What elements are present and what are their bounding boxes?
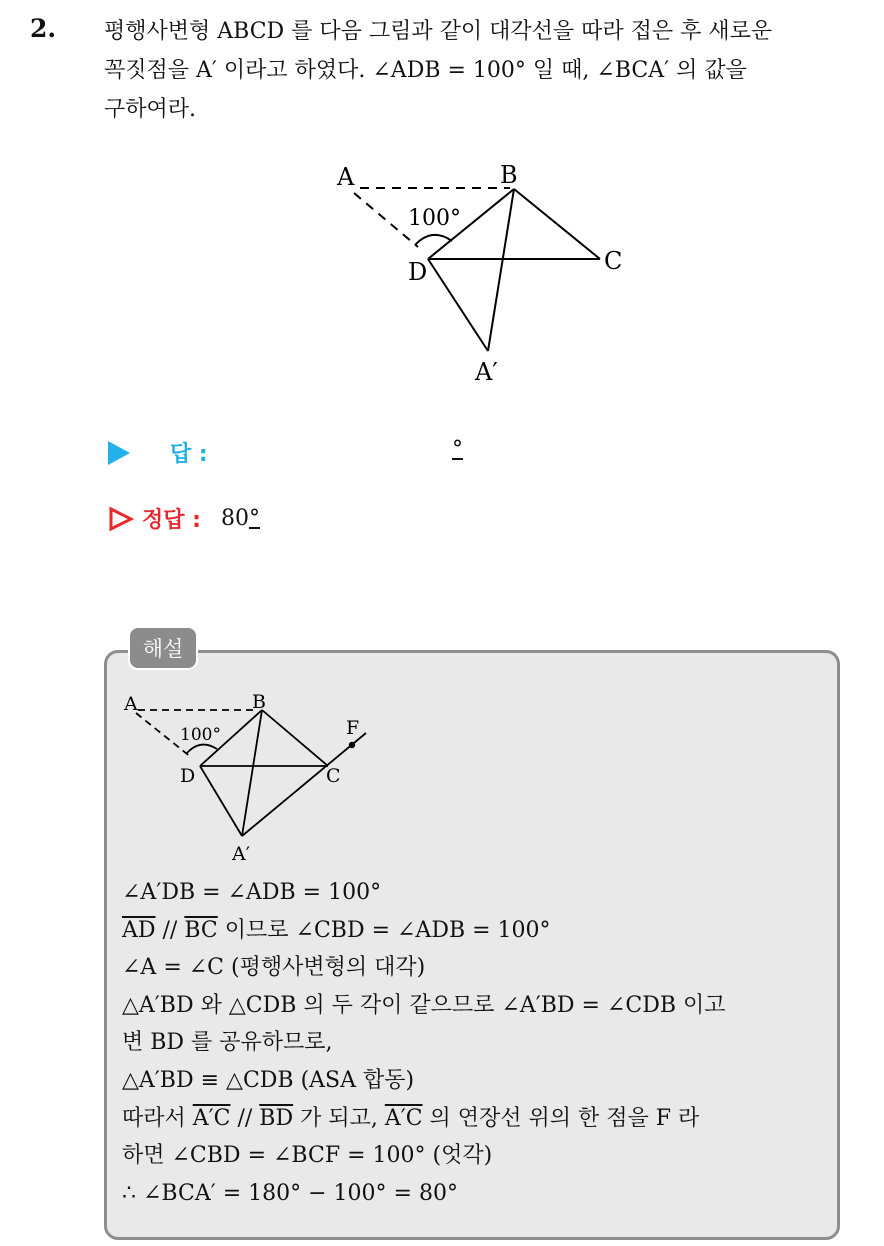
sol-edge-DAprime xyxy=(200,766,242,836)
outline-triangle-icon xyxy=(108,506,134,532)
question-line: 꼭짓점을 A′ 이라고 하였다. ∠ADB = 100° 일 때, ∠BCA′ 의 값을 xyxy=(104,58,747,83)
solution-line: △A′BD 와 △CDB 의 두 각이 같으므로 ∠A′BD = ∠CDB 이고 xyxy=(122,992,726,1018)
sol-angle-arc xyxy=(186,745,217,754)
answer-row xyxy=(108,437,208,468)
parallel-sign: // xyxy=(230,1105,260,1131)
label-A-prime: A′ xyxy=(475,358,498,386)
sol-label-A: A xyxy=(124,693,138,715)
solution-line: ∠A′DB = ∠ADB = 100° xyxy=(122,880,382,905)
correct-answer-label: 정답 : xyxy=(142,508,201,533)
correct-answer-row xyxy=(108,503,260,534)
segment-BC: $\overline{BC}$ xyxy=(184,917,218,943)
sol-angle-label: 100° xyxy=(180,725,221,745)
solution-tag: 해설 xyxy=(128,626,198,670)
sol-label-B: B xyxy=(252,691,266,713)
solution-line: △A′BD ≡ △CDB (ASA 합동) xyxy=(122,1067,415,1093)
solution-line xyxy=(122,1100,822,1138)
edge-BAprime xyxy=(488,189,514,351)
solution-line-pre: 따라서 xyxy=(122,1105,193,1131)
sol-label-D: D xyxy=(180,765,196,787)
solution-line-rest: 이므로 ∠CBD = ∠ADB = 100° xyxy=(217,917,551,943)
correct-answer-value xyxy=(221,506,260,531)
sol-edge-BC xyxy=(262,710,328,766)
label-D: D xyxy=(408,258,428,286)
solution-line-mid: 가 되고, xyxy=(293,1105,385,1131)
answer-label: 답 : xyxy=(170,442,208,467)
answer-degree: ° xyxy=(452,437,463,462)
label-B: B xyxy=(500,161,518,189)
question-text xyxy=(104,12,864,129)
segment-AprimeC: A′C xyxy=(192,1105,231,1131)
label-C: C xyxy=(604,247,623,275)
question-line: 구하여라. xyxy=(104,97,197,122)
solution-figure xyxy=(120,688,390,868)
label-A: A xyxy=(337,163,355,191)
play-triangle-icon xyxy=(108,441,130,465)
sol-label-F: F xyxy=(346,717,360,739)
correct-value-degree: ° xyxy=(248,506,260,531)
sol-edge-BAprime xyxy=(242,710,262,836)
angle-label: 100° xyxy=(408,206,461,231)
parallel-sign: // xyxy=(155,917,185,943)
solution-line: ∠A = ∠C (평행사변형의 대각) xyxy=(122,955,426,981)
solution-line: 하면 ∠CBD = ∠BCF = 100° (엇각) xyxy=(122,1143,493,1169)
segment-AD: $\overline{AD}$ xyxy=(122,917,156,943)
question-figure xyxy=(320,155,650,395)
solution-line: 변 BD 를 공유하므로, xyxy=(122,1030,333,1056)
question-line: 평행사변형 ABCD 를 다음 그림과 같이 대각선을 따라 접은 후 새로운 xyxy=(104,19,773,44)
solution-text xyxy=(122,874,822,1212)
point-F xyxy=(349,742,355,748)
question-number: 2. xyxy=(30,14,57,43)
solution-line xyxy=(122,912,822,950)
sol-label-A-prime: A′ xyxy=(232,843,251,865)
sol-label-C: C xyxy=(326,765,341,787)
edge-BC xyxy=(514,189,600,259)
segment-AprimeC-2: A′C xyxy=(384,1105,423,1131)
edge-DAprime xyxy=(428,259,488,351)
solution-line-rest: 의 연장선 위의 한 점을 F 라 xyxy=(422,1105,700,1131)
sol-edge-AprimeF xyxy=(242,733,366,836)
correct-value-number: 80 xyxy=(220,506,249,531)
solution-line: ∴ ∠BCA′ = 180° − 100° = 80° xyxy=(122,1180,458,1206)
segment-BD: $\overline{BD}$ xyxy=(259,1105,294,1131)
